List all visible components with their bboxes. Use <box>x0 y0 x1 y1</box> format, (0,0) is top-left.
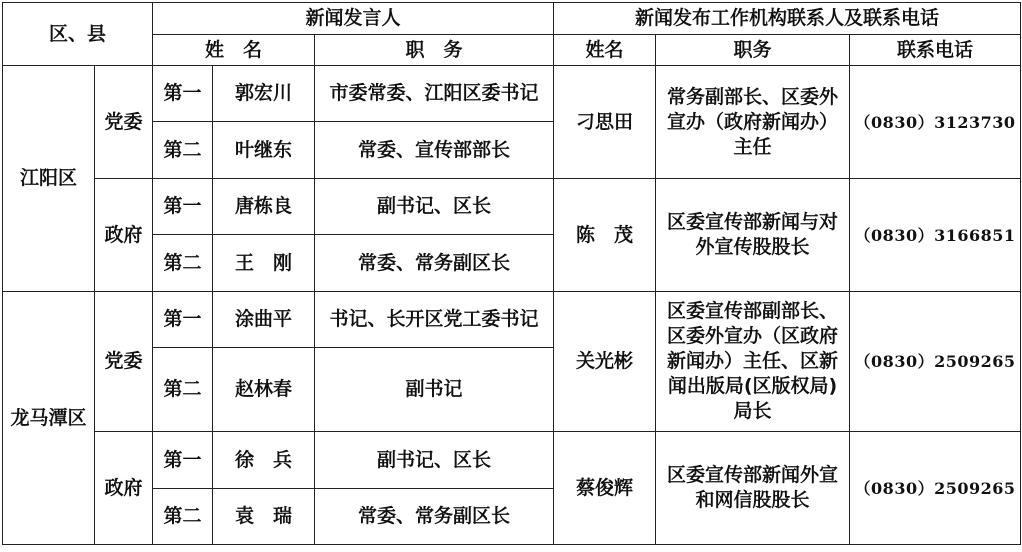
rank-cell: 第二 <box>153 122 213 179</box>
org-label: 党委 <box>95 66 153 179</box>
spokesperson-title: 副书记 <box>315 348 554 432</box>
spokesperson-table <box>2 2 1021 545</box>
rank-cell: 第一 <box>153 66 213 122</box>
header-spokesperson-group: 新闻发言人 <box>153 3 554 35</box>
contact-phone: （0830）2509265 <box>850 432 1021 545</box>
org-label: 政府 <box>95 179 153 292</box>
spokesperson-name: 袁 瑞 <box>213 489 315 545</box>
spokesperson-title: 副书记、区长 <box>315 179 554 235</box>
contact-name: 陈 茂 <box>554 179 656 292</box>
rank-cell: 第一 <box>153 292 213 348</box>
rank-cell: 第二 <box>153 348 213 432</box>
district-name: 龙马潭区 <box>3 292 95 545</box>
spokesperson-title: 常委、常务副区长 <box>315 235 554 292</box>
table-row <box>3 432 1021 489</box>
contact-title: 区委宣传部新闻外宣和网信股股长 <box>656 432 850 545</box>
rank-cell: 第一 <box>153 432 213 489</box>
rank-cell: 第二 <box>153 235 213 292</box>
org-label: 党委 <box>95 292 153 432</box>
spokesperson-name: 王 刚 <box>213 235 315 292</box>
spokesperson-title: 常委、常务副区长 <box>315 489 554 545</box>
contact-name: 蔡俊辉 <box>554 432 656 545</box>
spokesperson-name: 唐栋良 <box>213 179 315 235</box>
spokesperson-title: 书记、长开区党工委书记 <box>315 292 554 348</box>
org-label: 政府 <box>95 432 153 545</box>
table-row <box>3 66 1021 122</box>
header-contact-group: 新闻发布工作机构联系人及联系电话 <box>554 3 1021 35</box>
spokesperson-name: 郭宏川 <box>213 66 315 122</box>
spokesperson-title: 市委常委、江阳区委书记 <box>315 66 554 122</box>
table-row <box>3 292 1021 348</box>
spokesperson-name: 叶继东 <box>213 122 315 179</box>
header-ct-phone: 联系电话 <box>850 35 1021 66</box>
contact-phone: （0830）3123730 <box>850 66 1021 179</box>
rank-cell: 第二 <box>153 489 213 545</box>
spokesperson-name: 涂曲平 <box>213 292 315 348</box>
header-region: 区、县 <box>3 3 153 66</box>
district-name: 江阳区 <box>3 66 95 292</box>
header-sp-name: 姓 名 <box>153 35 315 66</box>
contact-title: 区委宣传部副部长、区委外宣办（区政府新闻办）主任、区新闻出版局(区版权局)局长 <box>656 292 850 432</box>
contact-phone: （0830）3166851 <box>850 179 1021 292</box>
contact-title: 常务副部长、区委外宣办（政府新闻办）主任 <box>656 66 850 179</box>
contact-name: 刁思田 <box>554 66 656 179</box>
spokesperson-name: 赵林春 <box>213 348 315 432</box>
spokesperson-title: 常委、宣传部部长 <box>315 122 554 179</box>
rank-cell: 第一 <box>153 179 213 235</box>
spokesperson-name: 徐 兵 <box>213 432 315 489</box>
header-ct-title: 职务 <box>656 35 850 66</box>
table-row <box>3 179 1021 235</box>
contact-phone: （0830）2509265 <box>850 292 1021 432</box>
header-ct-name: 姓名 <box>554 35 656 66</box>
contact-title: 区委宣传部新闻与对外宣传股股长 <box>656 179 850 292</box>
spokesperson-title: 副书记、区长 <box>315 432 554 489</box>
header-sp-title: 职 务 <box>315 35 554 66</box>
contact-name: 关光彬 <box>554 292 656 432</box>
